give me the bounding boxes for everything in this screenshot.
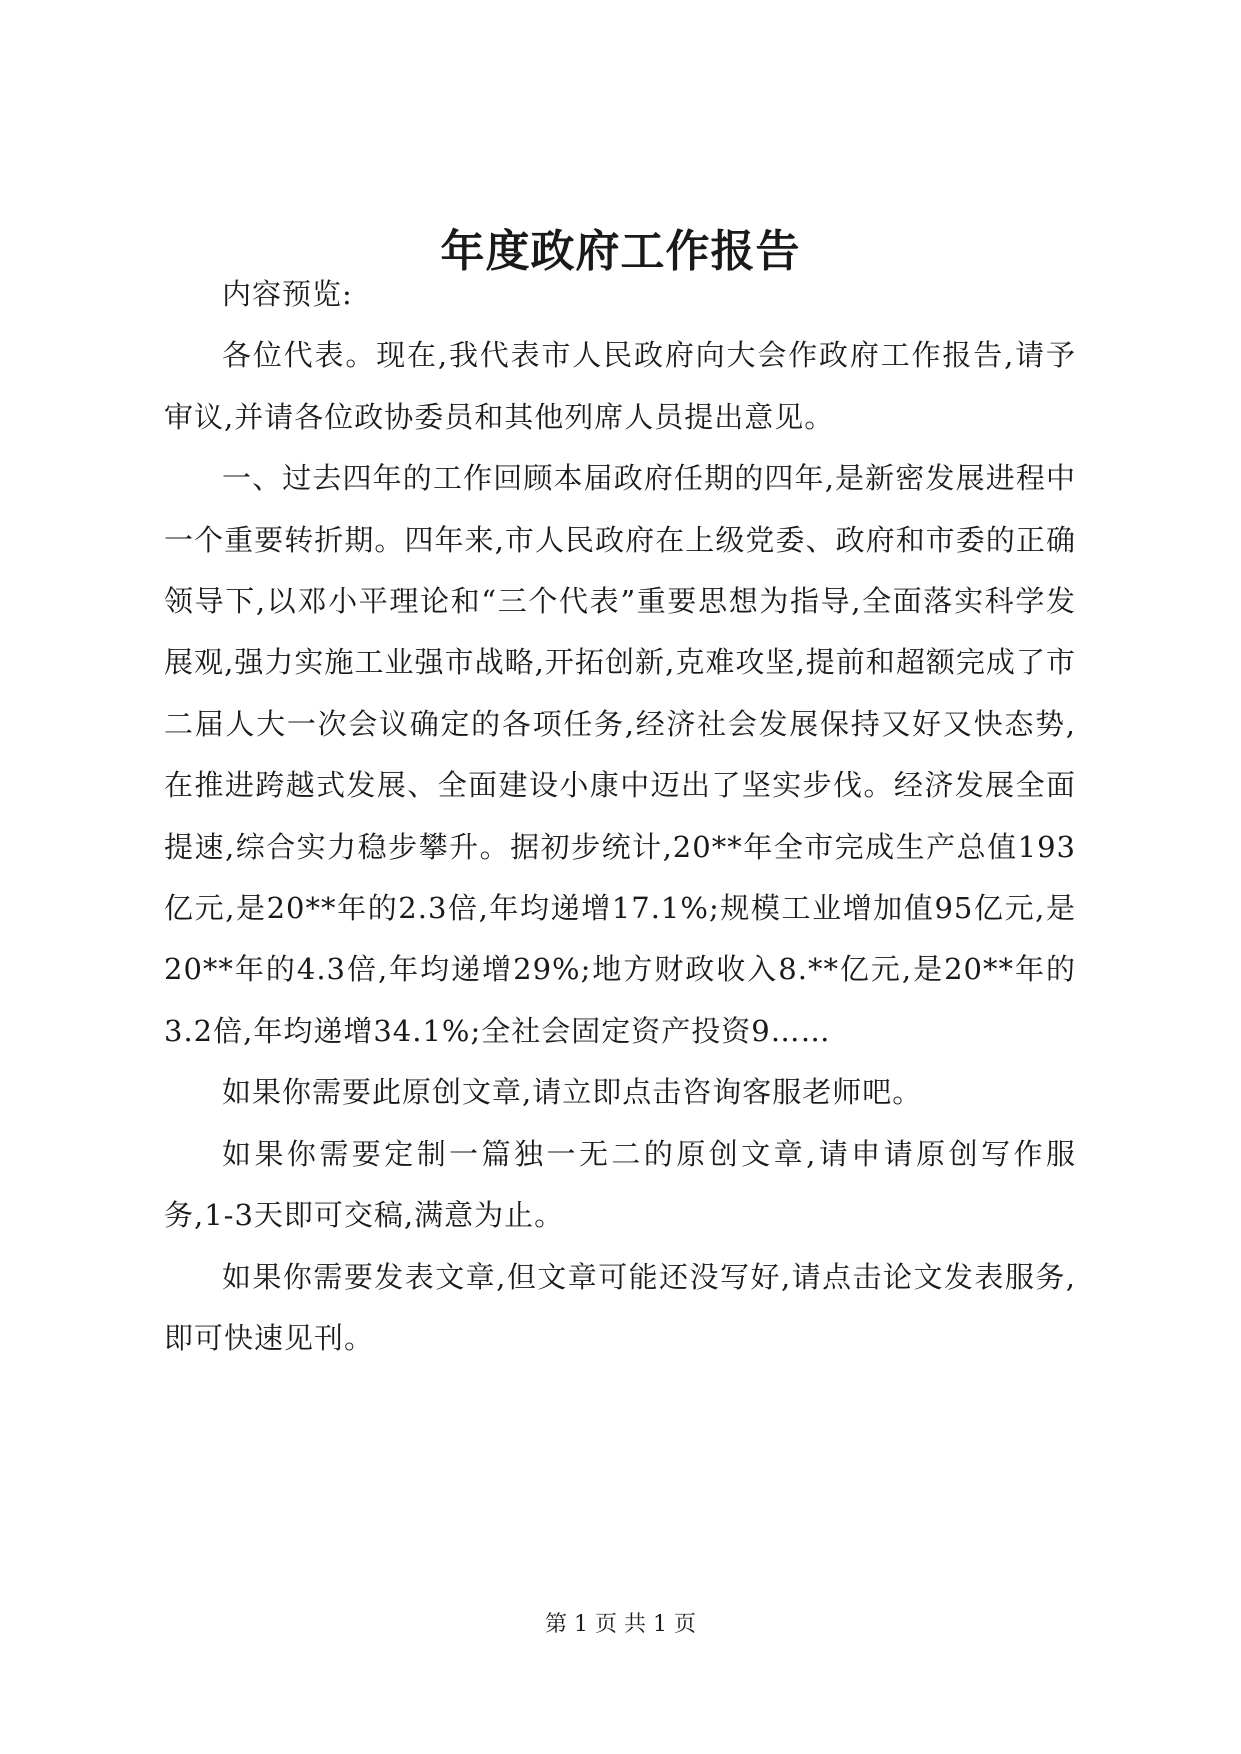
paragraph-opening: 各位代表。现在,我代表市人民政府向大会作政府工作报告,请予审议,并请各位政协委员和其他列席人员提出意见。: [164, 338, 1076, 434]
document-title: 年度政府工作报告: [440, 226, 801, 277]
paragraph-review: 一、过去四年的工作回顾本届政府任期的四年,是新密发展进程中一个重要转折期。四年来,市人民政府在上级党委、政府和市委的正确领导下,以邓小平理论和“三个代表”重要思想为指导,全面落实科学发展观,强力实施工业强市战略,开拓创新,克难攻坚,提前和超额完成了市二届人大一次会议确定的各项任务,经济社会发展保持又好又快态势,在推进跨越式发展、全面建设小康中迈出了坚实步伐。经济发展全面提速,综合实力稳步攀升。据初步统计,20**年全市完成生产总值193亿元,是20**年的2.3倍,年均递增17.1%;规模工业增加值95亿元,是20**年的4.3倍,年均递增29%;地方财政收入8.**亿元,是20**年的3.2倍,年均递增34.1%;全社会固定资产投资9……: [164, 461, 1076, 1048]
paragraph-consult-link[interactable]: 如果你需要此原创文章,请立即点击咨询客服老师吧。: [222, 1075, 923, 1110]
paragraph-publish-service[interactable]: 如果你需要发表文章,但文章可能还没写好,请点击论文发表服务,即可快速见刊。: [164, 1259, 1076, 1355]
paragraph-custom-writing[interactable]: 如果你需要定制一篇独一无二的原创文章,请申请原创写作服务,1-3天即可交稿,满意为止。: [164, 1136, 1076, 1233]
paragraph-preview-label: 内容预览:: [222, 277, 353, 311]
document-body: [164, 264, 1076, 1369]
page-footer: 第 1 页 共 1 页: [545, 1612, 696, 1637]
